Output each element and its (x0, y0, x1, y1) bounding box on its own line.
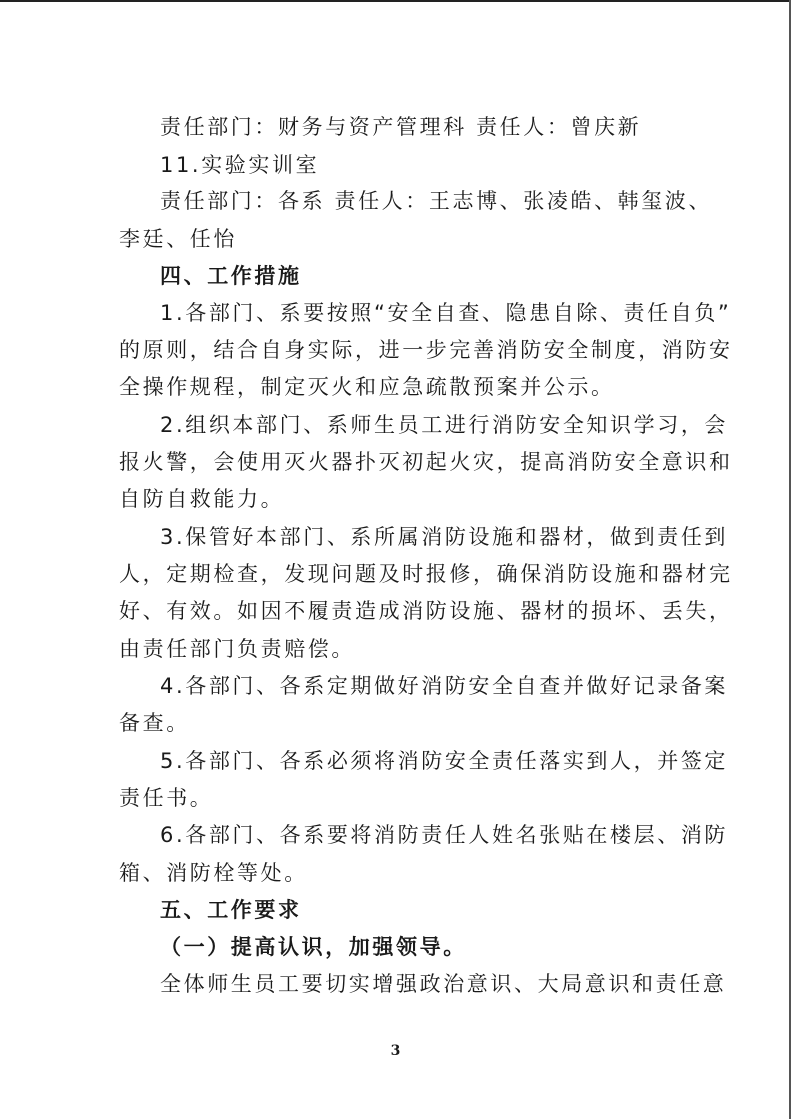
section-heading: 四、工作措施 (160, 264, 302, 288)
text-line: 2.组织本部门、系师生员工进行消防安全知识学习，会 (160, 413, 729, 437)
text-line: 报火警，会使用灭火器扑灭初起火灾，提高消防安全意识和 (119, 450, 733, 474)
text-line: 自防自救能力。 (119, 487, 285, 511)
text-line: 人，定期检查，发现问题及时报修，确保消防设施和器材完 (119, 562, 733, 586)
text-line: 3.保管好本部门、系所属消防设施和器材，做到责任到 (160, 525, 729, 549)
text-line: 5.各部门、各系必须将消防安全责任落实到人，并签定 (160, 749, 729, 773)
text-line: 全操作规程，制定灭火和应急疏散预案并公示。 (119, 375, 615, 399)
subsection-heading: （一）提高认识，加强领导。 (160, 935, 467, 959)
text-line: 11.实验实训室 (160, 153, 320, 177)
text-line: 4.各部门、各系定期做好消防安全自查并做好记录备案 (160, 674, 729, 698)
text-line: 备查。 (119, 711, 190, 735)
text-line: 责任书。 (119, 786, 214, 810)
text-line: 责任部门：财务与资产管理科 责任人：曾庆新 (160, 115, 642, 139)
text-line: 1.各部门、系要按照“安全自查、隐患自除、责任自负” (160, 301, 732, 325)
text-line: 李廷、任怡 (119, 227, 237, 251)
text-line: 6.各部门、各系要将消防责任人姓名张贴在楼层、消防 (160, 823, 729, 847)
text-line: 由责任部门负责赔偿。 (119, 637, 355, 661)
section-heading: 五、工作要求 (160, 898, 302, 922)
text-line: 箱、消防栓等处。 (119, 861, 308, 885)
text-line: 好、有效。如因不履责造成消防设施、器材的损坏、丢失， (119, 599, 733, 623)
page-number: 3 (390, 1043, 401, 1059)
text-line: 的原则，结合自身实际，进一步完善消防安全制度，消防安 (119, 338, 733, 362)
text-line: 全体师生员工要切实增强政治意识、大局意识和责任意 (160, 972, 727, 996)
scan-edge-top (0, 0, 791, 2)
text-line: 责任部门：各系 责任人：王志博、张凌皓、韩玺波、 (160, 189, 713, 213)
